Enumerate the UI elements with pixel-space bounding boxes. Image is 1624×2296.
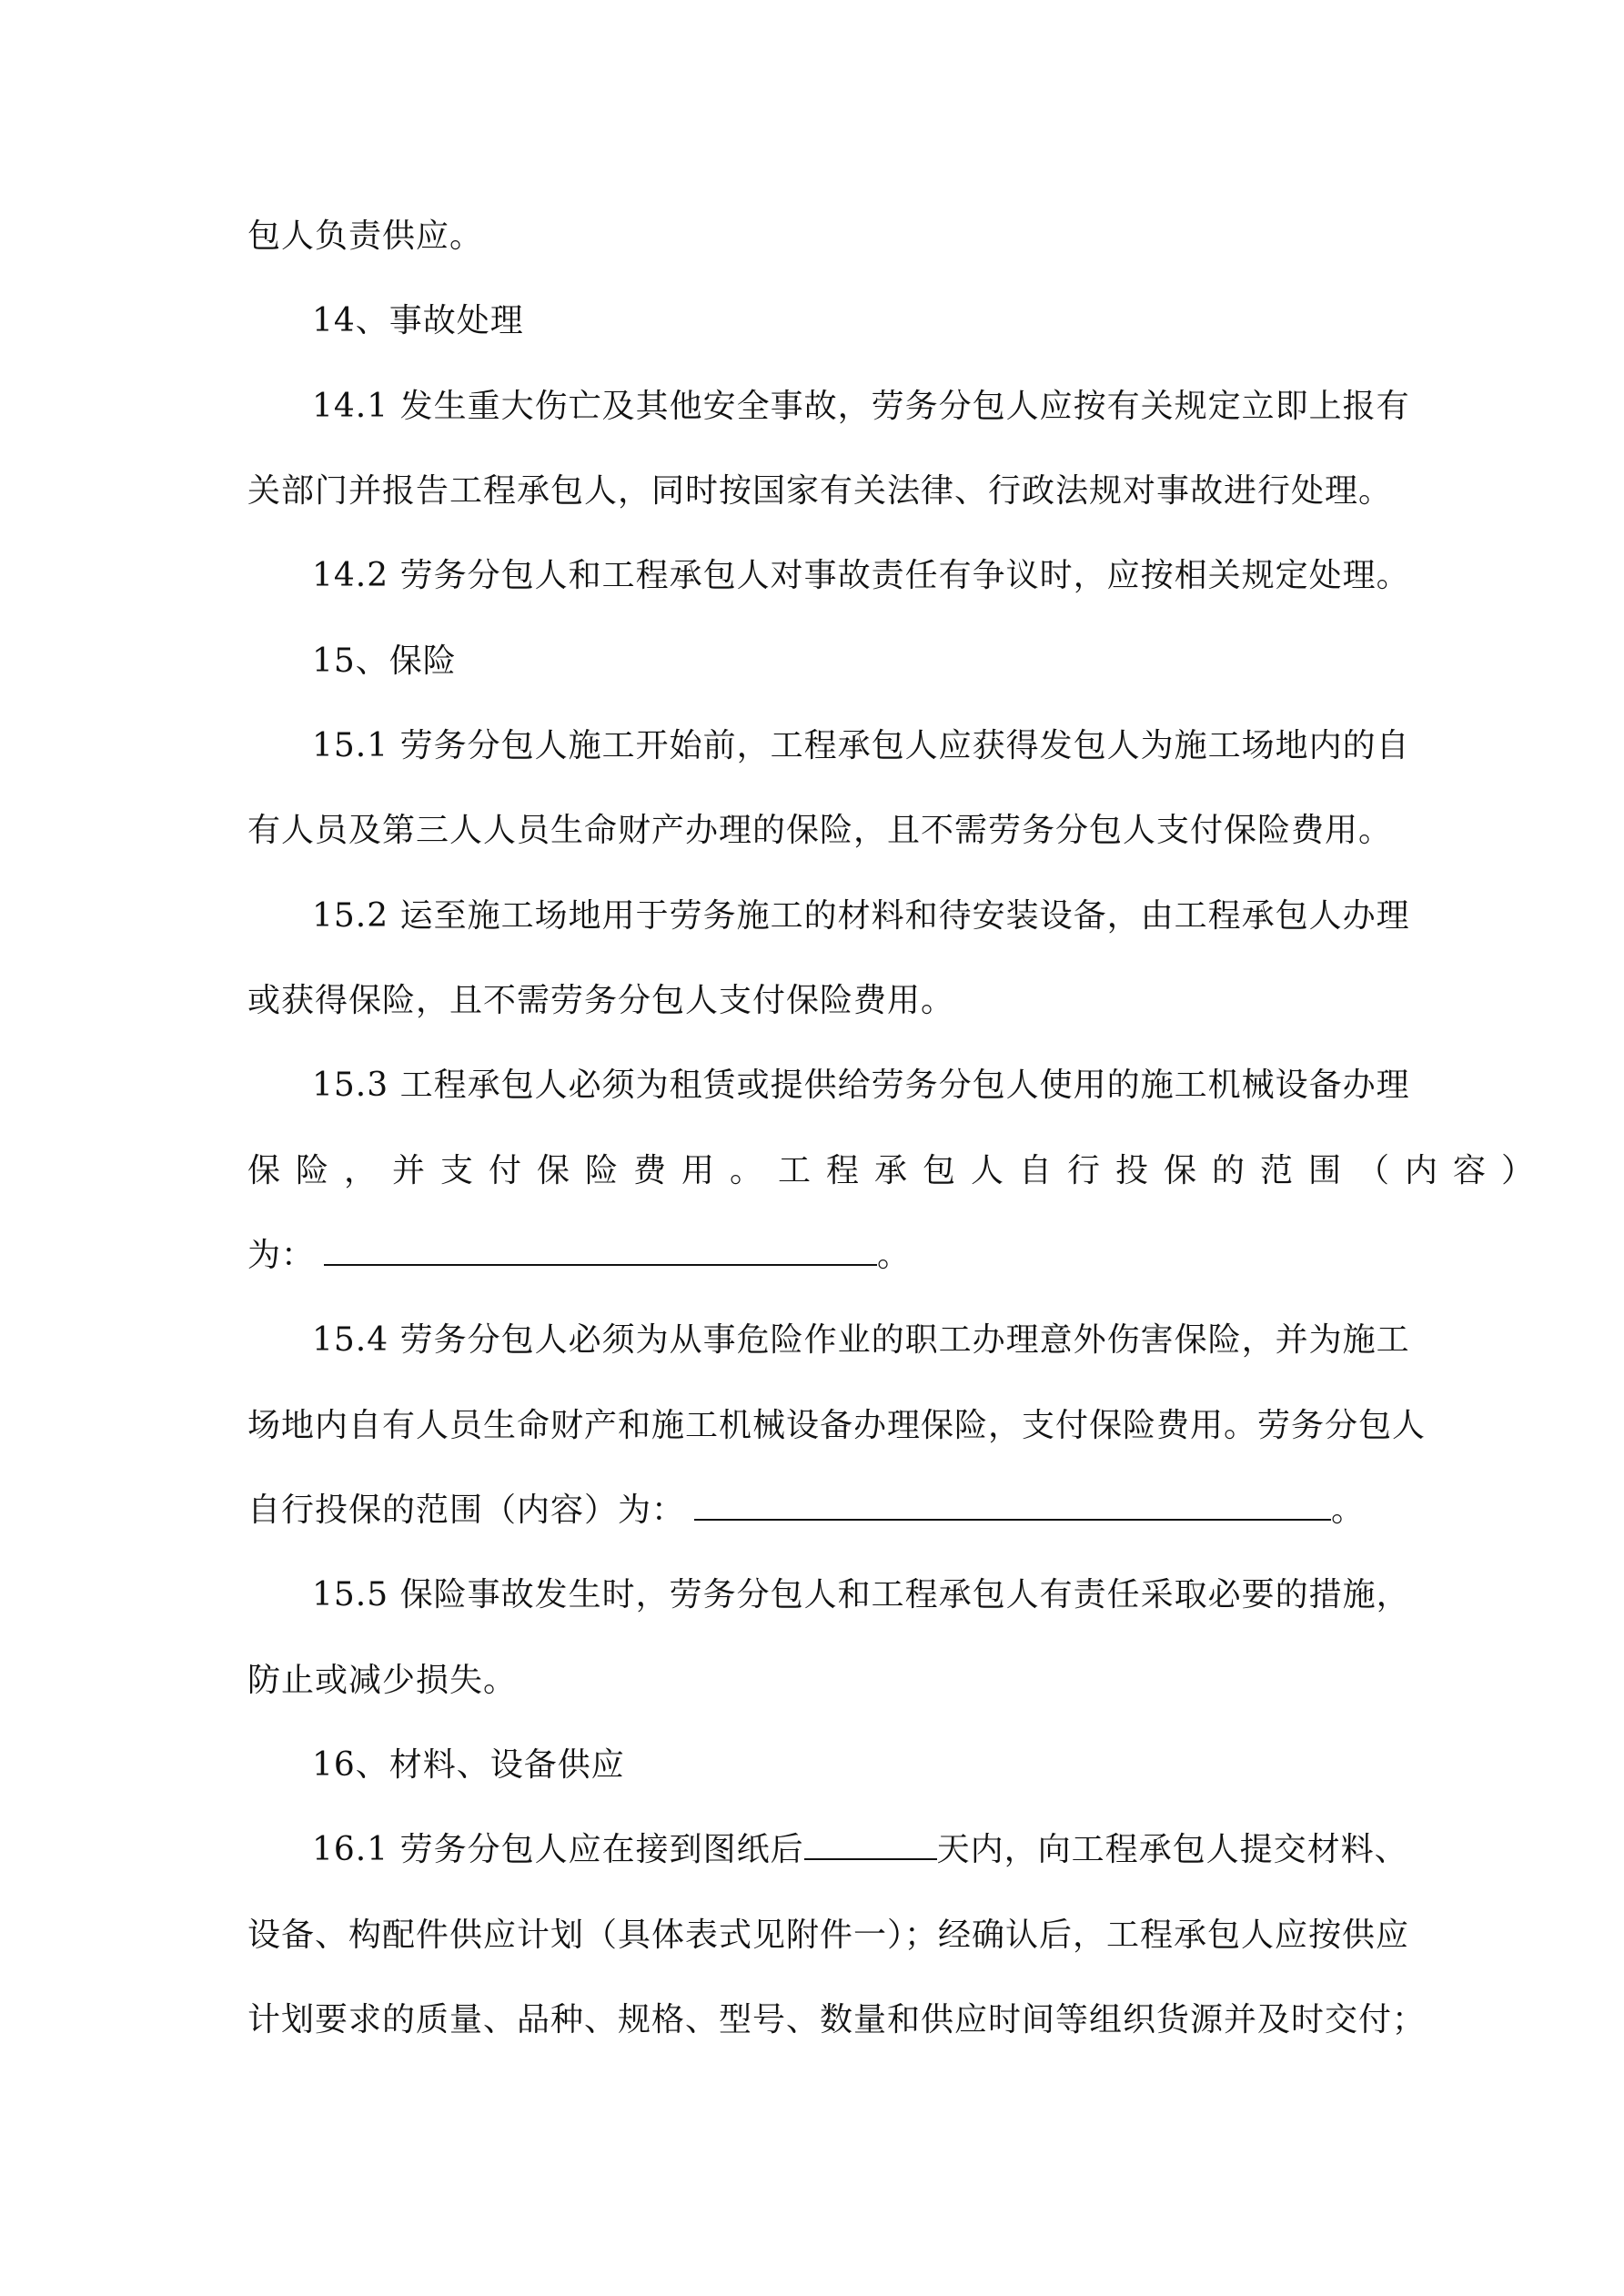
paragraph-line: 包人负责供应。	[247, 217, 484, 255]
fill-in-blank[interactable]	[324, 1237, 877, 1266]
clause-14-1: 14.1 发生重大伤亡及其他安全事故，劳务分包人应按有关规定立即上报有	[312, 388, 1410, 425]
line-suffix: 天内，向工程承包人提交材料、	[936, 1831, 1408, 1868]
paragraph-line: 或获得保险，且不需劳务分包人支付保险费用。	[247, 982, 955, 1019]
clause-15-1: 15.1 劳务分包人施工开始前，工程承包人应获得发包人为施工场地内的自	[312, 727, 1410, 764]
paragraph-line: 保险，并支付保险费用。工程承包人自行投保的范围（内容）	[247, 1152, 1550, 1189]
paragraph-line: 防止或减少损失。	[247, 1662, 518, 1699]
section-heading-16: 16、材料、设备供应	[312, 1746, 625, 1784]
fill-in-blank[interactable]	[804, 1831, 937, 1860]
paragraph-line: 场地内自有人员生命财产和施工机械设备办理保险，支付保险费用。劳务分包人	[247, 1407, 1427, 1444]
paragraph-line: 设备、构配件供应计划（具体表式见附件一）；经确认后，工程承包人应按供应	[247, 1917, 1410, 1954]
clause-16-1	[312, 1830, 1408, 1870]
clause-15-4: 15.4 劳务分包人必须为从事危险作业的职工办理意外伤害保险，并为施工	[312, 1321, 1410, 1359]
line-suffix: 。	[877, 1237, 912, 1274]
fill-in-blank[interactable]	[694, 1492, 1331, 1521]
section-heading-14: 14、事故处理	[312, 302, 524, 339]
clause-15-2: 15.2 运至施工场地用于劳务施工的材料和待安装设备，由工程承包人办理	[312, 897, 1410, 935]
line-prefix: 为：	[247, 1237, 316, 1274]
paragraph-line-with-blank	[247, 1491, 1394, 1531]
line-prefix: 16.1 劳务分包人应在接到图纸后	[312, 1831, 804, 1868]
line-suffix: 。	[1331, 1492, 1366, 1529]
paragraph-line: 计划要求的质量、品种、规格、型号、数量和供应时间等组织货源并及时交付；	[247, 2001, 1427, 2038]
paragraph-line: 关部门并报告工程承包人，同时按国家有关法律、行政法规对事故进行处理。	[247, 472, 1393, 510]
section-heading-15: 15、保险	[312, 642, 457, 680]
clause-15-3: 15.3 工程承包人必须为租赁或提供给劳务分包人使用的施工机械设备办理	[312, 1067, 1410, 1104]
paragraph-line-with-blank	[247, 1236, 1394, 1276]
line-prefix: 自行投保的范围（内容）为：	[247, 1492, 686, 1529]
paragraph-line: 有人员及第三人人员生命财产办理的保险，且不需劳务分包人支付保险费用。	[247, 812, 1393, 849]
clause-14-2: 14.2 劳务分包人和工程承包人对事故责任有争议时，应按相关规定处理。	[312, 557, 1410, 594]
clause-15-5: 15.5 保险事故发生时，劳务分包人和工程承包人有责任采取必要的措施，	[312, 1576, 1410, 1613]
